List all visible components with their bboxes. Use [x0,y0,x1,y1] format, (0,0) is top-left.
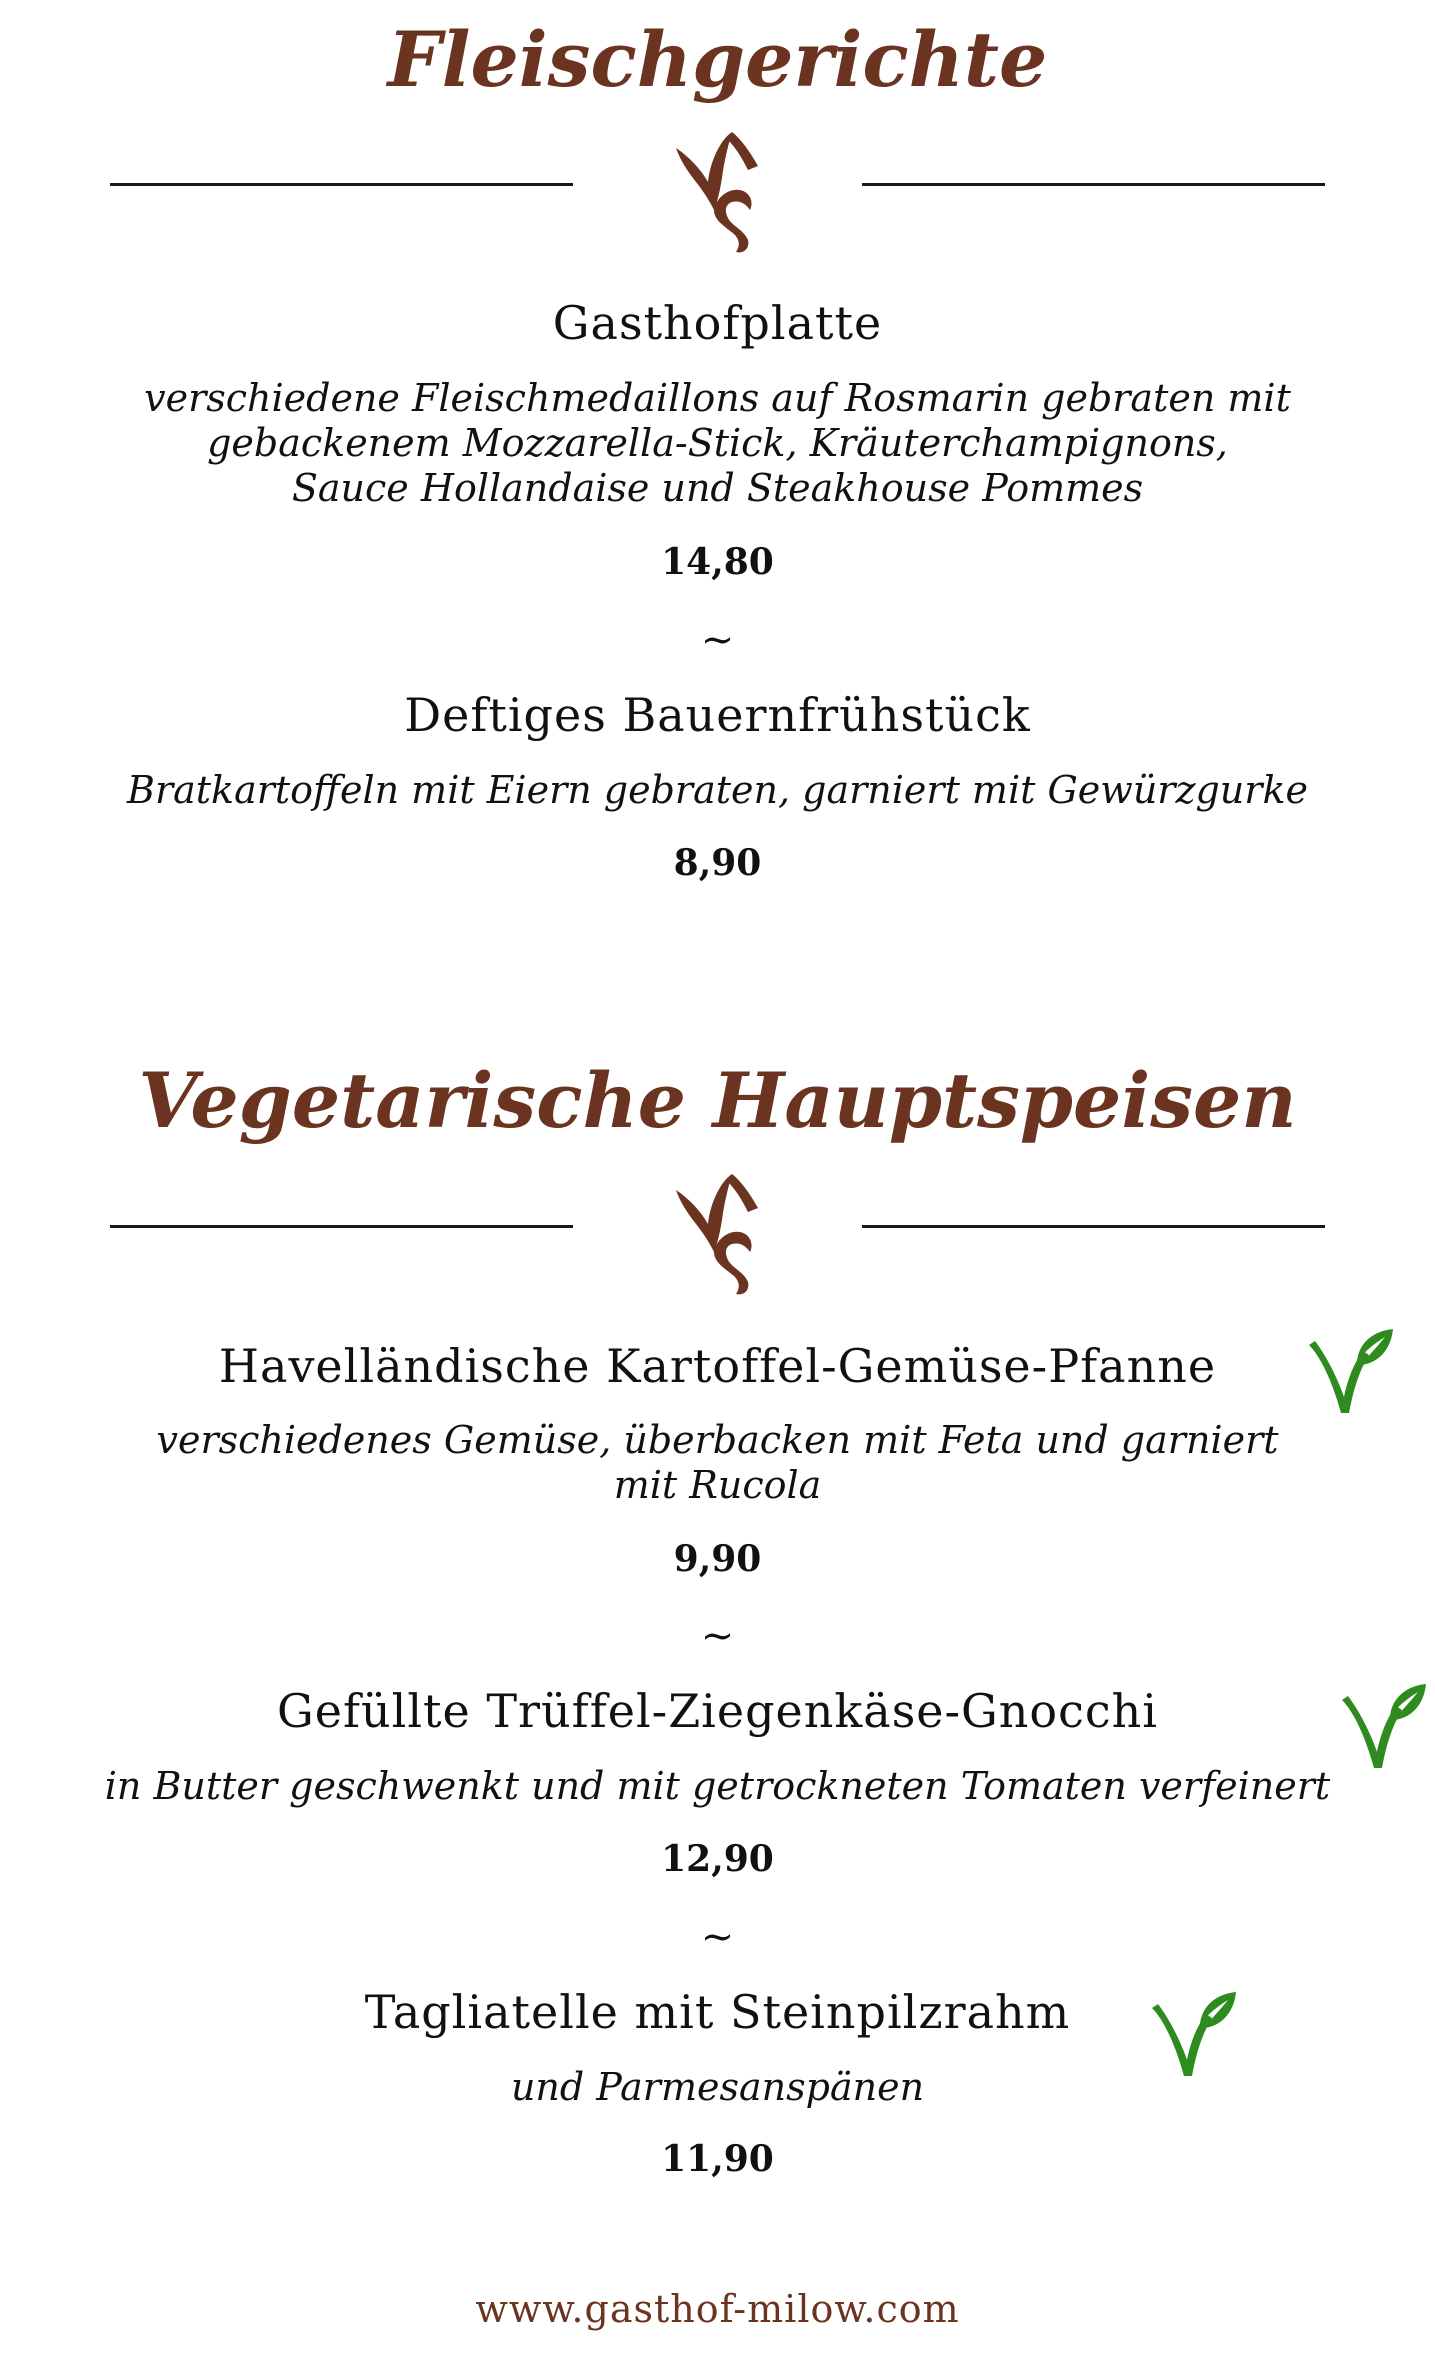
swan-ornament-icon [670,130,770,255]
dish-description: verschiedenes Gemüse, überbacken mit Feta und garniert mit Rucola [156,1418,1279,1507]
section-title-fleischgerichte: Fleischgerichte [387,15,1048,104]
divider-line-left [110,1225,573,1228]
dish-price: 9,90 [673,1538,762,1580]
dish-price: 8,90 [673,842,762,884]
dish-description: Bratkartoffeln mit Eiern gebraten, garniert mit Gewürzgurke [127,768,1308,812]
divider-line-left [110,183,573,186]
dish-name: Tagliatelle mit Steinpilzrahm [364,1985,1071,2039]
dish-separator: ~ [700,617,735,663]
dish-price: 11,90 [661,2138,774,2180]
vegetarian-leaf-icon [1305,1325,1395,1420]
dish-description: verschiedene Fleischmedaillons auf Rosmarin gebraten mit gebackenem Mozzarella-Stick, Kräuterchampignons, Sauce Hollandaise und Steakhouse Pommes [144,376,1291,510]
dish-price: 12,90 [661,1838,774,1880]
dish-name: Deftiges Bauernfrühstück [404,688,1031,742]
dish-name: Gasthofplatte [552,296,883,350]
dish-price: 14,80 [661,541,774,583]
dish-name: Havelländische Kartoffel-Gemüse-Pfanne [218,1339,1217,1393]
dish-separator: ~ [700,1613,735,1659]
dish-description: und Parmesanspänen [510,2065,925,2109]
vegetarian-leaf-icon [1338,1680,1428,1775]
dish-description: in Butter geschwenkt und mit getrockneten Tomaten verfeinert [104,1764,1331,1808]
section-title-vegetarische-hauptspeisen: Vegetarische Hauptspeisen [138,1056,1297,1145]
dish-separator: ~ [700,1914,735,1960]
swan-ornament-icon [670,1172,770,1297]
divider-line-right [862,183,1325,186]
divider-line-right [862,1225,1325,1228]
website-link[interactable]: www.gasthof-milow.com [475,2287,960,2331]
dish-name: Gefüllte Trüffel-Ziegenkäse-Gnocchi [277,1684,1158,1738]
